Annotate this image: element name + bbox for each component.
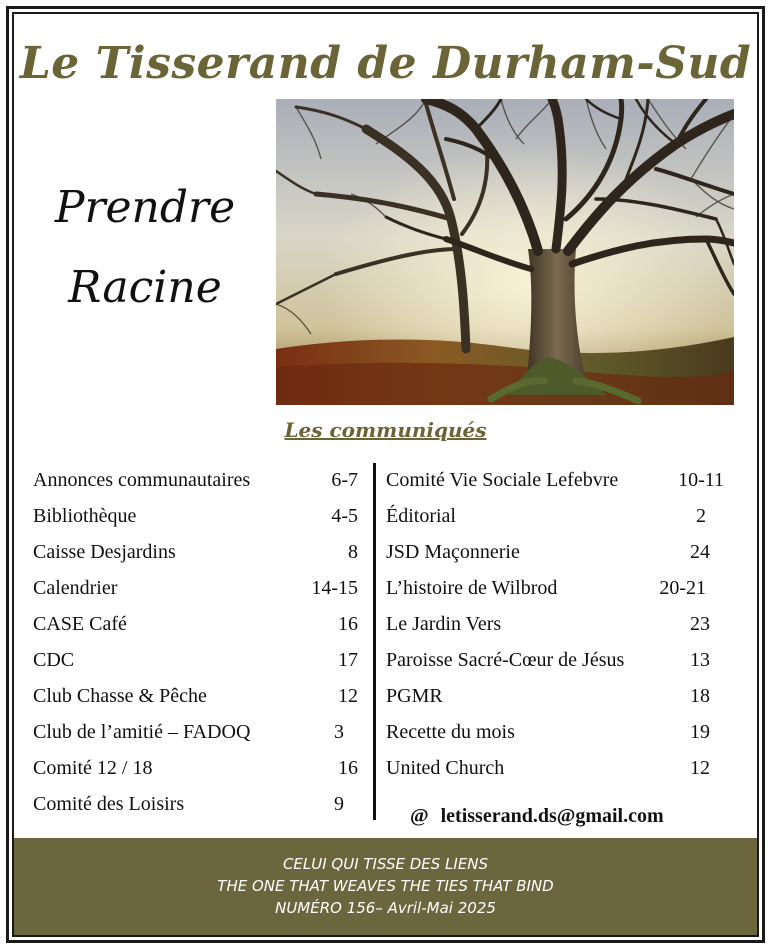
toc-pages: 20-21: [659, 577, 706, 599]
toc-row: [33, 714, 358, 750]
toc-pages: 6-7: [331, 469, 358, 491]
toc-row: [33, 750, 358, 786]
toc-label: Le Jardin Vers: [386, 613, 502, 635]
toc-row: [33, 642, 358, 678]
cover-photo-trees: [276, 99, 734, 405]
toc-pages: 23: [690, 613, 710, 635]
toc-pages: 2: [696, 505, 706, 527]
footer-motto-fr: CELUI QUI TISSE DES LIENS: [282, 855, 489, 873]
section-title: Les communiqués: [284, 418, 487, 442]
toc-pages: 16: [338, 613, 358, 635]
toc-label: PGMR: [386, 685, 443, 707]
toc-label: JSD Maçonnerie: [386, 541, 520, 563]
toc-row: [33, 498, 358, 534]
toc-label: United Church: [386, 757, 505, 779]
toc-row: [386, 714, 724, 750]
toc-pages: 3: [334, 721, 344, 743]
toc-label: Paroisse Sacré-Cœur de Jésus: [386, 649, 625, 671]
theme-line-2: Racine: [68, 262, 222, 313]
toc-row: [386, 498, 724, 534]
toc-pages: 4-5: [331, 505, 358, 527]
toc-pages: 12: [690, 757, 710, 779]
toc-row: [33, 462, 358, 498]
at-symbol: @: [410, 805, 429, 827]
toc-pages: 19: [690, 721, 710, 743]
toc-row: [33, 678, 358, 714]
toc-label: Caisse Desjardins: [33, 541, 176, 563]
toc-row: [33, 570, 358, 606]
toc-label: Bibliothèque: [33, 505, 137, 527]
toc-pages: 14-15: [311, 577, 358, 599]
toc-row: [386, 642, 724, 678]
toc-label: Annonces communautaires: [33, 469, 251, 491]
contact-email: [410, 800, 664, 832]
toc-pages: 10-11: [678, 469, 724, 491]
toc-row: [386, 750, 724, 786]
toc-pages: 24: [690, 541, 710, 563]
toc-pages: 18: [690, 685, 710, 707]
toc-row: [386, 678, 724, 714]
toc-row: [33, 786, 358, 822]
toc-pages: 17: [338, 649, 358, 671]
toc-label: Comité 12 / 18: [33, 757, 153, 779]
toc-pages: 16: [338, 757, 358, 779]
theme-line-1: Prendre: [54, 182, 236, 233]
toc-label: CDC: [33, 649, 75, 671]
toc-row: [386, 534, 724, 570]
toc-label: Club Chasse & Pêche: [33, 685, 207, 707]
email-link[interactable]: letisserand.ds@gmail.com: [440, 805, 664, 827]
toc-label: L’histoire de Wilbrod: [386, 577, 558, 599]
masthead-title: Le Tisserand de Durham-Sud: [19, 38, 752, 89]
footer-motto-en: THE ONE THAT WEAVES THE TIES THAT BIND: [217, 877, 554, 895]
toc-label: Comité des Loisirs: [33, 793, 185, 815]
toc-label: Club de l’amitié – FADOQ: [33, 721, 251, 743]
toc-row: [33, 534, 358, 570]
toc-row: [386, 606, 724, 642]
toc-pages: 13: [690, 649, 710, 671]
toc-label: Recette du mois: [386, 721, 515, 743]
toc-pages: 9: [334, 793, 344, 815]
toc-pages: 12: [338, 685, 358, 707]
toc-label: Éditorial: [386, 505, 456, 527]
toc-row: [33, 606, 358, 642]
footer-banner: [14, 838, 757, 935]
toc-pages: 8: [348, 541, 358, 563]
footer-issue: NUMÉRO 156– Avril-Mai 2025: [275, 899, 496, 917]
toc-label: CASE Café: [33, 613, 127, 635]
toc-row: [386, 570, 724, 606]
toc-label: Comité Vie Sociale Lefebvre: [386, 469, 619, 491]
column-divider: [373, 463, 376, 820]
toc-row: [386, 462, 724, 498]
issue-theme: [20, 168, 270, 328]
toc-label: Calendrier: [33, 577, 118, 599]
